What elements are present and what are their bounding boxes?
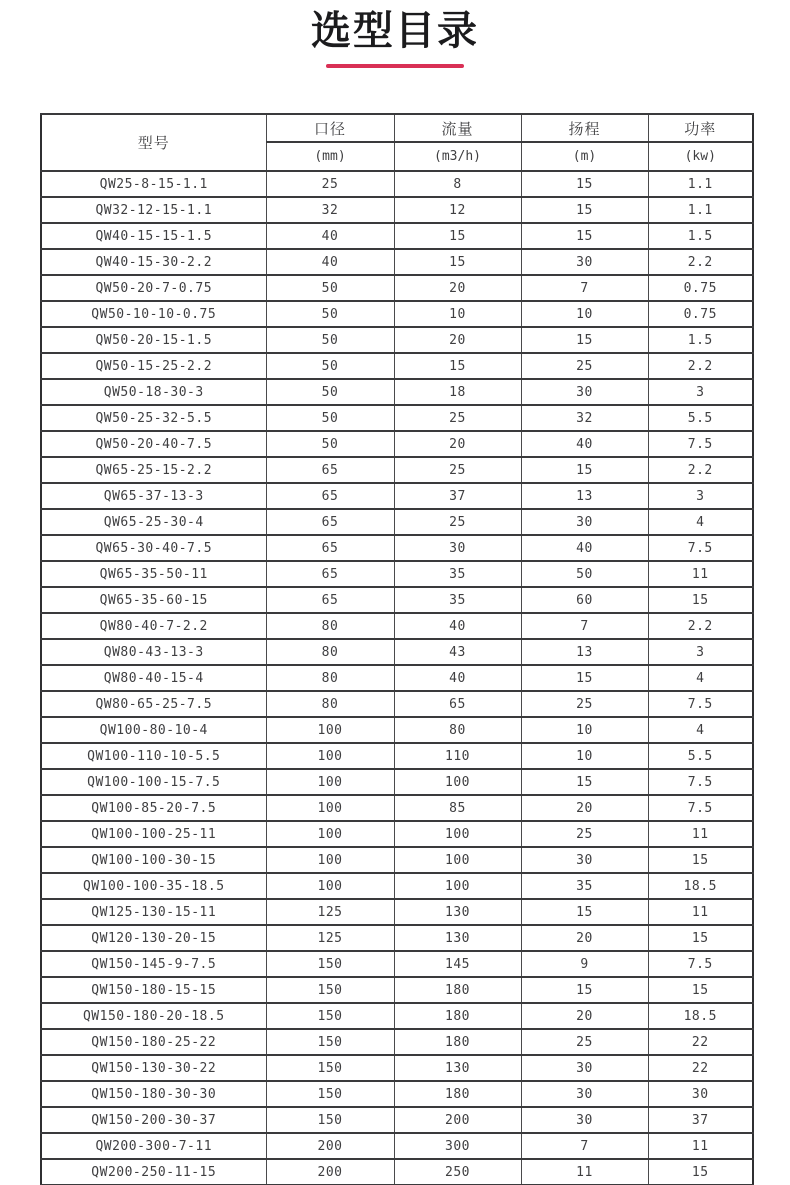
cell-flow: 65: [394, 691, 521, 717]
table-row: [41, 1107, 753, 1133]
cell-model: QW65-25-15-2.2: [41, 457, 266, 483]
cell-diameter: 50: [266, 431, 394, 457]
cell-flow: 200: [394, 1107, 521, 1133]
cell-flow: 145: [394, 951, 521, 977]
cell-model: QW32-12-15-1.1: [41, 197, 266, 223]
table-header: [41, 114, 753, 171]
cell-head: 30: [521, 847, 648, 873]
cell-head: 30: [521, 509, 648, 535]
cell-head: 40: [521, 535, 648, 561]
cell-flow: 85: [394, 795, 521, 821]
cell-diameter: 50: [266, 301, 394, 327]
cell-power: 2.2: [648, 613, 753, 639]
cell-diameter: 50: [266, 353, 394, 379]
table-row: [41, 275, 753, 301]
cell-diameter: 200: [266, 1159, 394, 1185]
table-row: [41, 873, 753, 899]
cell-model: QW100-85-20-7.5: [41, 795, 266, 821]
table-row: [41, 405, 753, 431]
cell-head: 10: [521, 717, 648, 743]
cell-flow: 15: [394, 223, 521, 249]
cell-diameter: 50: [266, 379, 394, 405]
cell-flow: 130: [394, 925, 521, 951]
cell-head: 50: [521, 561, 648, 587]
table-row: [41, 587, 753, 613]
cell-flow: 300: [394, 1133, 521, 1159]
table-row: [41, 899, 753, 925]
cell-flow: 130: [394, 1055, 521, 1081]
cell-flow: 180: [394, 1029, 521, 1055]
cell-power: 7.5: [648, 795, 753, 821]
cell-flow: 35: [394, 561, 521, 587]
cell-flow: 100: [394, 821, 521, 847]
table-row: [41, 431, 753, 457]
cell-head: 13: [521, 483, 648, 509]
cell-head: 15: [521, 665, 648, 691]
cell-diameter: 100: [266, 743, 394, 769]
cell-head: 25: [521, 821, 648, 847]
cell-head: 40: [521, 431, 648, 457]
cell-power: 22: [648, 1029, 753, 1055]
table-row: [41, 561, 753, 587]
cell-power: 15: [648, 925, 753, 951]
cell-head: 25: [521, 353, 648, 379]
page-title: 选型目录: [311, 9, 479, 53]
cell-flow: 40: [394, 665, 521, 691]
cell-diameter: 100: [266, 717, 394, 743]
cell-head: 20: [521, 1003, 648, 1029]
table-row: [41, 353, 753, 379]
cell-model: QW100-100-15-7.5: [41, 769, 266, 795]
cell-power: 2.2: [648, 457, 753, 483]
cell-flow: 20: [394, 431, 521, 457]
cell-flow: 180: [394, 1081, 521, 1107]
cell-power: 4: [648, 717, 753, 743]
cell-head: 25: [521, 691, 648, 717]
cell-model: QW65-35-60-15: [41, 587, 266, 613]
cell-power: 5.5: [648, 743, 753, 769]
cell-head: 60: [521, 587, 648, 613]
cell-power: 4: [648, 665, 753, 691]
table-row: [41, 795, 753, 821]
cell-head: 32: [521, 405, 648, 431]
cell-flow: 20: [394, 275, 521, 301]
cell-head: 30: [521, 1081, 648, 1107]
cell-head: 10: [521, 743, 648, 769]
cell-head: 30: [521, 379, 648, 405]
table-row: [41, 1055, 753, 1081]
cell-power: 1.1: [648, 197, 753, 223]
cell-power: 22: [648, 1055, 753, 1081]
cell-model: QW50-15-25-2.2: [41, 353, 266, 379]
title-underline: [326, 64, 464, 68]
cell-head: 30: [521, 249, 648, 275]
cell-model: QW100-100-30-15: [41, 847, 266, 873]
cell-diameter: 80: [266, 691, 394, 717]
cell-model: QW50-20-40-7.5: [41, 431, 266, 457]
cell-diameter: 65: [266, 535, 394, 561]
cell-flow: 20: [394, 327, 521, 353]
table-row: [41, 223, 753, 249]
cell-model: QW50-20-15-1.5: [41, 327, 266, 353]
cell-diameter: 65: [266, 561, 394, 587]
table-row: [41, 1133, 753, 1159]
cell-flow: 25: [394, 509, 521, 535]
cell-head: 15: [521, 197, 648, 223]
cell-diameter: 50: [266, 327, 394, 353]
column-header-model: 型号: [41, 114, 266, 171]
cell-power: 5.5: [648, 405, 753, 431]
cell-model: QW150-180-30-30: [41, 1081, 266, 1107]
cell-model: QW150-200-30-37: [41, 1107, 266, 1133]
cell-head: 7: [521, 613, 648, 639]
cell-diameter: 100: [266, 769, 394, 795]
cell-model: QW80-40-15-4: [41, 665, 266, 691]
table-row: [41, 1003, 753, 1029]
cell-model: QW150-180-25-22: [41, 1029, 266, 1055]
cell-head: 35: [521, 873, 648, 899]
cell-model: QW80-40-7-2.2: [41, 613, 266, 639]
cell-head: 11: [521, 1159, 648, 1185]
cell-diameter: 150: [266, 1055, 394, 1081]
cell-power: 11: [648, 561, 753, 587]
cell-flow: 37: [394, 483, 521, 509]
cell-flow: 30: [394, 535, 521, 561]
cell-power: 2.2: [648, 249, 753, 275]
cell-model: QW65-25-30-4: [41, 509, 266, 535]
cell-diameter: 32: [266, 197, 394, 223]
table-row: [41, 665, 753, 691]
table-row: [41, 1029, 753, 1055]
cell-power: 1.1: [648, 171, 753, 197]
cell-power: 15: [648, 847, 753, 873]
table-row: [41, 1159, 753, 1185]
cell-flow: 100: [394, 847, 521, 873]
cell-diameter: 150: [266, 977, 394, 1003]
cell-power: 18.5: [648, 873, 753, 899]
table-row: [41, 197, 753, 223]
cell-flow: 10: [394, 301, 521, 327]
cell-model: QW200-300-7-11: [41, 1133, 266, 1159]
table-row: [41, 925, 753, 951]
table-row: [41, 951, 753, 977]
selection-table: [40, 113, 754, 1185]
table-row: [41, 639, 753, 665]
cell-power: 18.5: [648, 1003, 753, 1029]
cell-head: 15: [521, 769, 648, 795]
cell-diameter: 80: [266, 613, 394, 639]
cell-flow: 12: [394, 197, 521, 223]
cell-model: QW150-180-15-15: [41, 977, 266, 1003]
cell-model: QW40-15-15-1.5: [41, 223, 266, 249]
cell-flow: 43: [394, 639, 521, 665]
cell-power: 0.75: [648, 301, 753, 327]
cell-power: 0.75: [648, 275, 753, 301]
cell-flow: 15: [394, 353, 521, 379]
cell-power: 1.5: [648, 327, 753, 353]
table-row: [41, 327, 753, 353]
cell-power: 7.5: [648, 769, 753, 795]
table-row: [41, 743, 753, 769]
cell-diameter: 100: [266, 821, 394, 847]
cell-diameter: 25: [266, 171, 394, 197]
cell-power: 7.5: [648, 431, 753, 457]
cell-model: QW150-145-9-7.5: [41, 951, 266, 977]
table-row: [41, 301, 753, 327]
cell-flow: 80: [394, 717, 521, 743]
cell-diameter: 65: [266, 483, 394, 509]
cell-model: QW50-18-30-3: [41, 379, 266, 405]
cell-power: 7.5: [648, 535, 753, 561]
table-row: [41, 717, 753, 743]
column-unit-diameter: (mm): [266, 142, 394, 171]
table-row: [41, 535, 753, 561]
cell-model: QW50-25-32-5.5: [41, 405, 266, 431]
table-row: [41, 847, 753, 873]
cell-head: 7: [521, 275, 648, 301]
table-row: [41, 457, 753, 483]
cell-model: QW40-15-30-2.2: [41, 249, 266, 275]
cell-head: 30: [521, 1055, 648, 1081]
cell-diameter: 150: [266, 1081, 394, 1107]
cell-head: 10: [521, 301, 648, 327]
column-unit-power: (kw): [648, 142, 753, 171]
cell-diameter: 100: [266, 795, 394, 821]
cell-power: 15: [648, 977, 753, 1003]
cell-head: 15: [521, 223, 648, 249]
cell-flow: 25: [394, 405, 521, 431]
cell-power: 15: [648, 1159, 753, 1185]
cell-head: 13: [521, 639, 648, 665]
cell-model: QW25-8-15-1.1: [41, 171, 266, 197]
column-header-flow: 流量: [394, 114, 521, 142]
cell-diameter: 125: [266, 899, 394, 925]
cell-model: QW80-65-25-7.5: [41, 691, 266, 717]
cell-diameter: 50: [266, 275, 394, 301]
cell-head: 9: [521, 951, 648, 977]
cell-model: QW120-130-20-15: [41, 925, 266, 951]
cell-diameter: 200: [266, 1133, 394, 1159]
cell-model: QW50-20-7-0.75: [41, 275, 266, 301]
cell-head: 20: [521, 795, 648, 821]
cell-head: 20: [521, 925, 648, 951]
cell-diameter: 150: [266, 1029, 394, 1055]
cell-power: 11: [648, 821, 753, 847]
cell-power: 7.5: [648, 691, 753, 717]
cell-diameter: 65: [266, 509, 394, 535]
cell-flow: 15: [394, 249, 521, 275]
cell-model: QW80-43-13-3: [41, 639, 266, 665]
cell-model: QW125-130-15-11: [41, 899, 266, 925]
table-row: [41, 613, 753, 639]
table-row: [41, 691, 753, 717]
cell-diameter: 80: [266, 639, 394, 665]
cell-diameter: 40: [266, 249, 394, 275]
cell-flow: 180: [394, 1003, 521, 1029]
cell-head: 15: [521, 457, 648, 483]
cell-diameter: 100: [266, 847, 394, 873]
cell-flow: 100: [394, 769, 521, 795]
cell-diameter: 125: [266, 925, 394, 951]
cell-power: 11: [648, 899, 753, 925]
cell-flow: 110: [394, 743, 521, 769]
table-body: [41, 171, 753, 1185]
table-row: [41, 379, 753, 405]
cell-diameter: 80: [266, 665, 394, 691]
cell-power: 37: [648, 1107, 753, 1133]
cell-model: QW100-80-10-4: [41, 717, 266, 743]
cell-power: 3: [648, 379, 753, 405]
cell-diameter: 100: [266, 873, 394, 899]
cell-power: 7.5: [648, 951, 753, 977]
column-unit-flow: (m3/h): [394, 142, 521, 171]
cell-diameter: 150: [266, 1107, 394, 1133]
cell-model: QW65-30-40-7.5: [41, 535, 266, 561]
table-row: [41, 821, 753, 847]
cell-diameter: 150: [266, 1003, 394, 1029]
cell-power: 15: [648, 587, 753, 613]
cell-flow: 180: [394, 977, 521, 1003]
cell-model: QW200-250-11-15: [41, 1159, 266, 1185]
table-row: [41, 509, 753, 535]
column-header-head: 扬程: [521, 114, 648, 142]
cell-power: 1.5: [648, 223, 753, 249]
cell-head: 30: [521, 1107, 648, 1133]
cell-flow: 130: [394, 899, 521, 925]
cell-model: QW150-180-20-18.5: [41, 1003, 266, 1029]
cell-power: 30: [648, 1081, 753, 1107]
cell-head: 25: [521, 1029, 648, 1055]
cell-flow: 250: [394, 1159, 521, 1185]
cell-diameter: 65: [266, 457, 394, 483]
cell-head: 15: [521, 327, 648, 353]
cell-model: QW65-37-13-3: [41, 483, 266, 509]
table-row: [41, 769, 753, 795]
cell-flow: 8: [394, 171, 521, 197]
cell-head: 15: [521, 899, 648, 925]
cell-flow: 18: [394, 379, 521, 405]
cell-head: 15: [521, 171, 648, 197]
cell-diameter: 65: [266, 587, 394, 613]
cell-model: QW150-130-30-22: [41, 1055, 266, 1081]
cell-model: QW100-110-10-5.5: [41, 743, 266, 769]
cell-flow: 25: [394, 457, 521, 483]
cell-flow: 35: [394, 587, 521, 613]
cell-model: QW100-100-25-11: [41, 821, 266, 847]
cell-power: 4: [648, 509, 753, 535]
table-row: [41, 977, 753, 1003]
cell-model: QW65-35-50-11: [41, 561, 266, 587]
cell-model: QW100-100-35-18.5: [41, 873, 266, 899]
cell-flow: 100: [394, 873, 521, 899]
cell-power: 2.2: [648, 353, 753, 379]
cell-head: 15: [521, 977, 648, 1003]
cell-power: 3: [648, 639, 753, 665]
cell-power: 11: [648, 1133, 753, 1159]
column-header-diameter: 口径: [266, 114, 394, 142]
cell-head: 7: [521, 1133, 648, 1159]
column-unit-head: (m): [521, 142, 648, 171]
table-row: [41, 249, 753, 275]
table-row: [41, 483, 753, 509]
cell-diameter: 50: [266, 405, 394, 431]
table-row: [41, 171, 753, 197]
column-header-power: 功率: [648, 114, 753, 142]
cell-diameter: 150: [266, 951, 394, 977]
cell-flow: 40: [394, 613, 521, 639]
table-row: [41, 1081, 753, 1107]
cell-power: 3: [648, 483, 753, 509]
cell-diameter: 40: [266, 223, 394, 249]
cell-model: QW50-10-10-0.75: [41, 301, 266, 327]
